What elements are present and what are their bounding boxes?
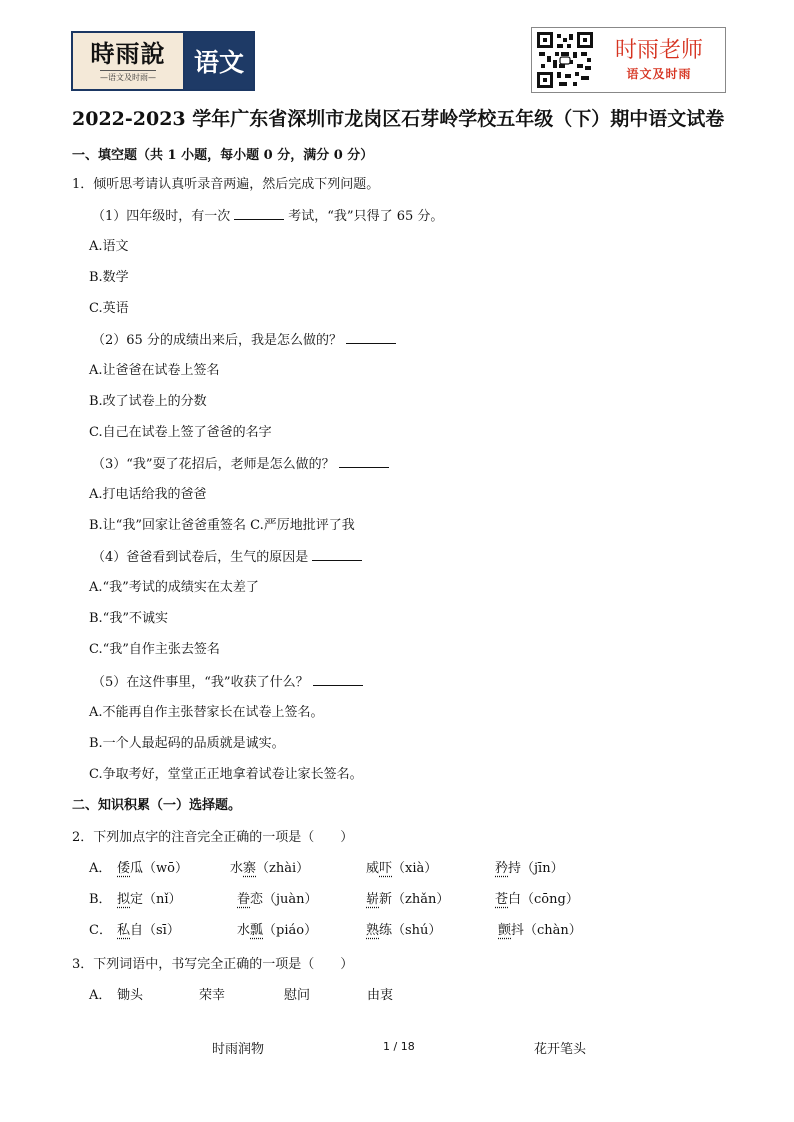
- item-rest: 持（jīn）: [508, 861, 564, 876]
- pinyin-item: [237, 922, 317, 940]
- item-rest: 白（cōng）: [508, 892, 579, 907]
- pinyin-item: [237, 891, 318, 909]
- item-rest: 定（nǐ）: [130, 892, 182, 907]
- pinyin-item: [498, 922, 582, 940]
- answer-blank[interactable]: [346, 331, 396, 344]
- question-2-stem: 2．下列加点字的注音完全正确的一项是（ ）: [72, 830, 354, 845]
- item-rest: 练（shú）: [379, 923, 442, 938]
- part-2-text: （2）65 分的成绩出来后，我是怎么做的？: [92, 333, 342, 348]
- page-title: 2022-2023 学年广东省深圳市龙岗区石芽岭学校五年级（下）期中语文试卷: [72, 108, 725, 130]
- pinyin-item: [366, 922, 441, 940]
- dotted-char: 倭: [117, 861, 131, 876]
- part-1-text-a: （1）四年级时，有一次: [92, 209, 231, 224]
- option: A.不能再自作主张替家长在试卷上签名。: [89, 705, 324, 720]
- question-3-stem: 3．下列词语中，书写完全正确的一项是（ ）: [72, 957, 354, 972]
- logo-brand-text: 時雨說: [90, 39, 166, 68]
- option: B.“我”不诚实: [89, 611, 168, 626]
- dotted-char: 瓢: [250, 923, 264, 938]
- question-1-stem: 1．倾听思考请认真听录音两遍，然后完成下列问题。: [72, 177, 380, 192]
- answer-blank[interactable]: [339, 455, 389, 468]
- option: B.数学: [89, 270, 129, 285]
- word-item: 慰问: [284, 988, 311, 1003]
- logo-brand-block: [73, 33, 185, 89]
- teacher-brand-title: 时雨老师: [614, 38, 703, 63]
- part-4-text: （4）爸爸看到试卷后，生气的原因是: [92, 550, 309, 565]
- footer-right: 花开笔头: [534, 1042, 587, 1057]
- dotted-char: 寨: [243, 861, 257, 876]
- part-5-text: （5）在这件事里，“我”收获了什么？: [92, 675, 309, 690]
- pinyin-item: [230, 860, 309, 878]
- part-1-text-b: 考试，“我”只得了 65 分。: [288, 209, 444, 224]
- section-heading-1: 一、填空题（共 1 小题，每小题 0 分，满分 0 分）: [72, 148, 374, 163]
- pinyin-item: [117, 891, 182, 909]
- question-1-part-1: [92, 207, 443, 226]
- dotted-char: 矜: [495, 861, 509, 876]
- dotted-char: 颤: [498, 923, 512, 938]
- dotted-char: 私: [117, 923, 131, 938]
- item-rest: （zhài）: [256, 861, 310, 876]
- word-item: 由衷: [367, 988, 394, 1003]
- option: B.改了试卷上的分数: [89, 394, 207, 409]
- question-1-part-2: [92, 331, 400, 350]
- item-rest: （xià）: [392, 861, 438, 876]
- footer-left: 时雨润物: [212, 1042, 265, 1057]
- dotted-char: 眷: [237, 892, 251, 907]
- item-rest: 恋（juàn）: [250, 892, 318, 907]
- option-label: A．: [89, 988, 112, 1003]
- logo-shiyushuo: [71, 31, 255, 91]
- pinyin-item: [495, 891, 579, 909]
- pinyin-item: [495, 860, 564, 878]
- option: C.自己在试卷上签了爸爸的名字: [89, 425, 272, 440]
- answer-blank[interactable]: [313, 673, 363, 686]
- option: C.“我”自作主张去签名: [89, 642, 220, 657]
- item-char: 威: [366, 861, 380, 876]
- pinyin-item: [117, 860, 188, 878]
- question-1-part-4: [92, 548, 366, 567]
- option-label: B．: [89, 892, 112, 907]
- dotted-char: 熟: [366, 923, 380, 938]
- item-rest: （piáo）: [263, 923, 318, 938]
- option: B.让“我”回家让爸爸重签名 C.严厉地批评了我: [89, 518, 355, 533]
- answer-blank[interactable]: [234, 207, 284, 220]
- logo-tagline: —语文及时雨—: [100, 70, 156, 83]
- pinyin-item: [366, 891, 449, 909]
- option: B.一个人最起码的品质就是诚实。: [89, 736, 285, 751]
- option: A.语文: [89, 239, 129, 254]
- answer-blank[interactable]: [312, 548, 362, 561]
- dotted-char: 崭: [366, 892, 380, 907]
- dotted-char: 苍: [495, 892, 509, 907]
- word-item: 荣幸: [199, 988, 226, 1003]
- pinyin-item: [117, 922, 180, 940]
- qr-code-icon: [537, 32, 593, 88]
- word-item: 锄头: [117, 988, 144, 1003]
- item-rest: 新（zhǎn）: [379, 892, 450, 907]
- section-heading-2: 二、知识积累（一）选择题。: [72, 798, 242, 813]
- dotted-char: 拟: [117, 892, 131, 907]
- option: C.争取考好，堂堂正正地拿着试卷让家长签名。: [89, 767, 363, 782]
- option-label: A．: [89, 861, 112, 876]
- option: A.打电话给我的爸爸: [89, 487, 207, 502]
- item-char: 水: [237, 923, 251, 938]
- question-1-part-3: [92, 455, 393, 474]
- option: A.让爸爸在试卷上签名: [89, 363, 220, 378]
- pinyin-item: [366, 860, 437, 878]
- item-char: 水: [230, 861, 244, 876]
- question-1-part-5: [92, 673, 367, 692]
- dotted-char: 吓: [379, 861, 393, 876]
- option: A.“我”考试的成绩实在太差了: [89, 580, 259, 595]
- option: C.英语: [89, 301, 129, 316]
- item-rest: 瓜（wō）: [130, 861, 188, 876]
- logo-teacher: [531, 27, 726, 93]
- logo-subject: 语文: [185, 33, 253, 89]
- item-rest: 抖（chàn）: [511, 923, 582, 938]
- option-label: C．: [89, 923, 112, 938]
- item-rest: 自（sī）: [130, 923, 180, 938]
- page-number: 1 / 18: [383, 1040, 415, 1053]
- part-3-text: （3）“我”耍了花招后，老师是怎么做的？: [92, 457, 335, 472]
- teacher-brand-subtitle: 语文及时雨: [626, 67, 692, 81]
